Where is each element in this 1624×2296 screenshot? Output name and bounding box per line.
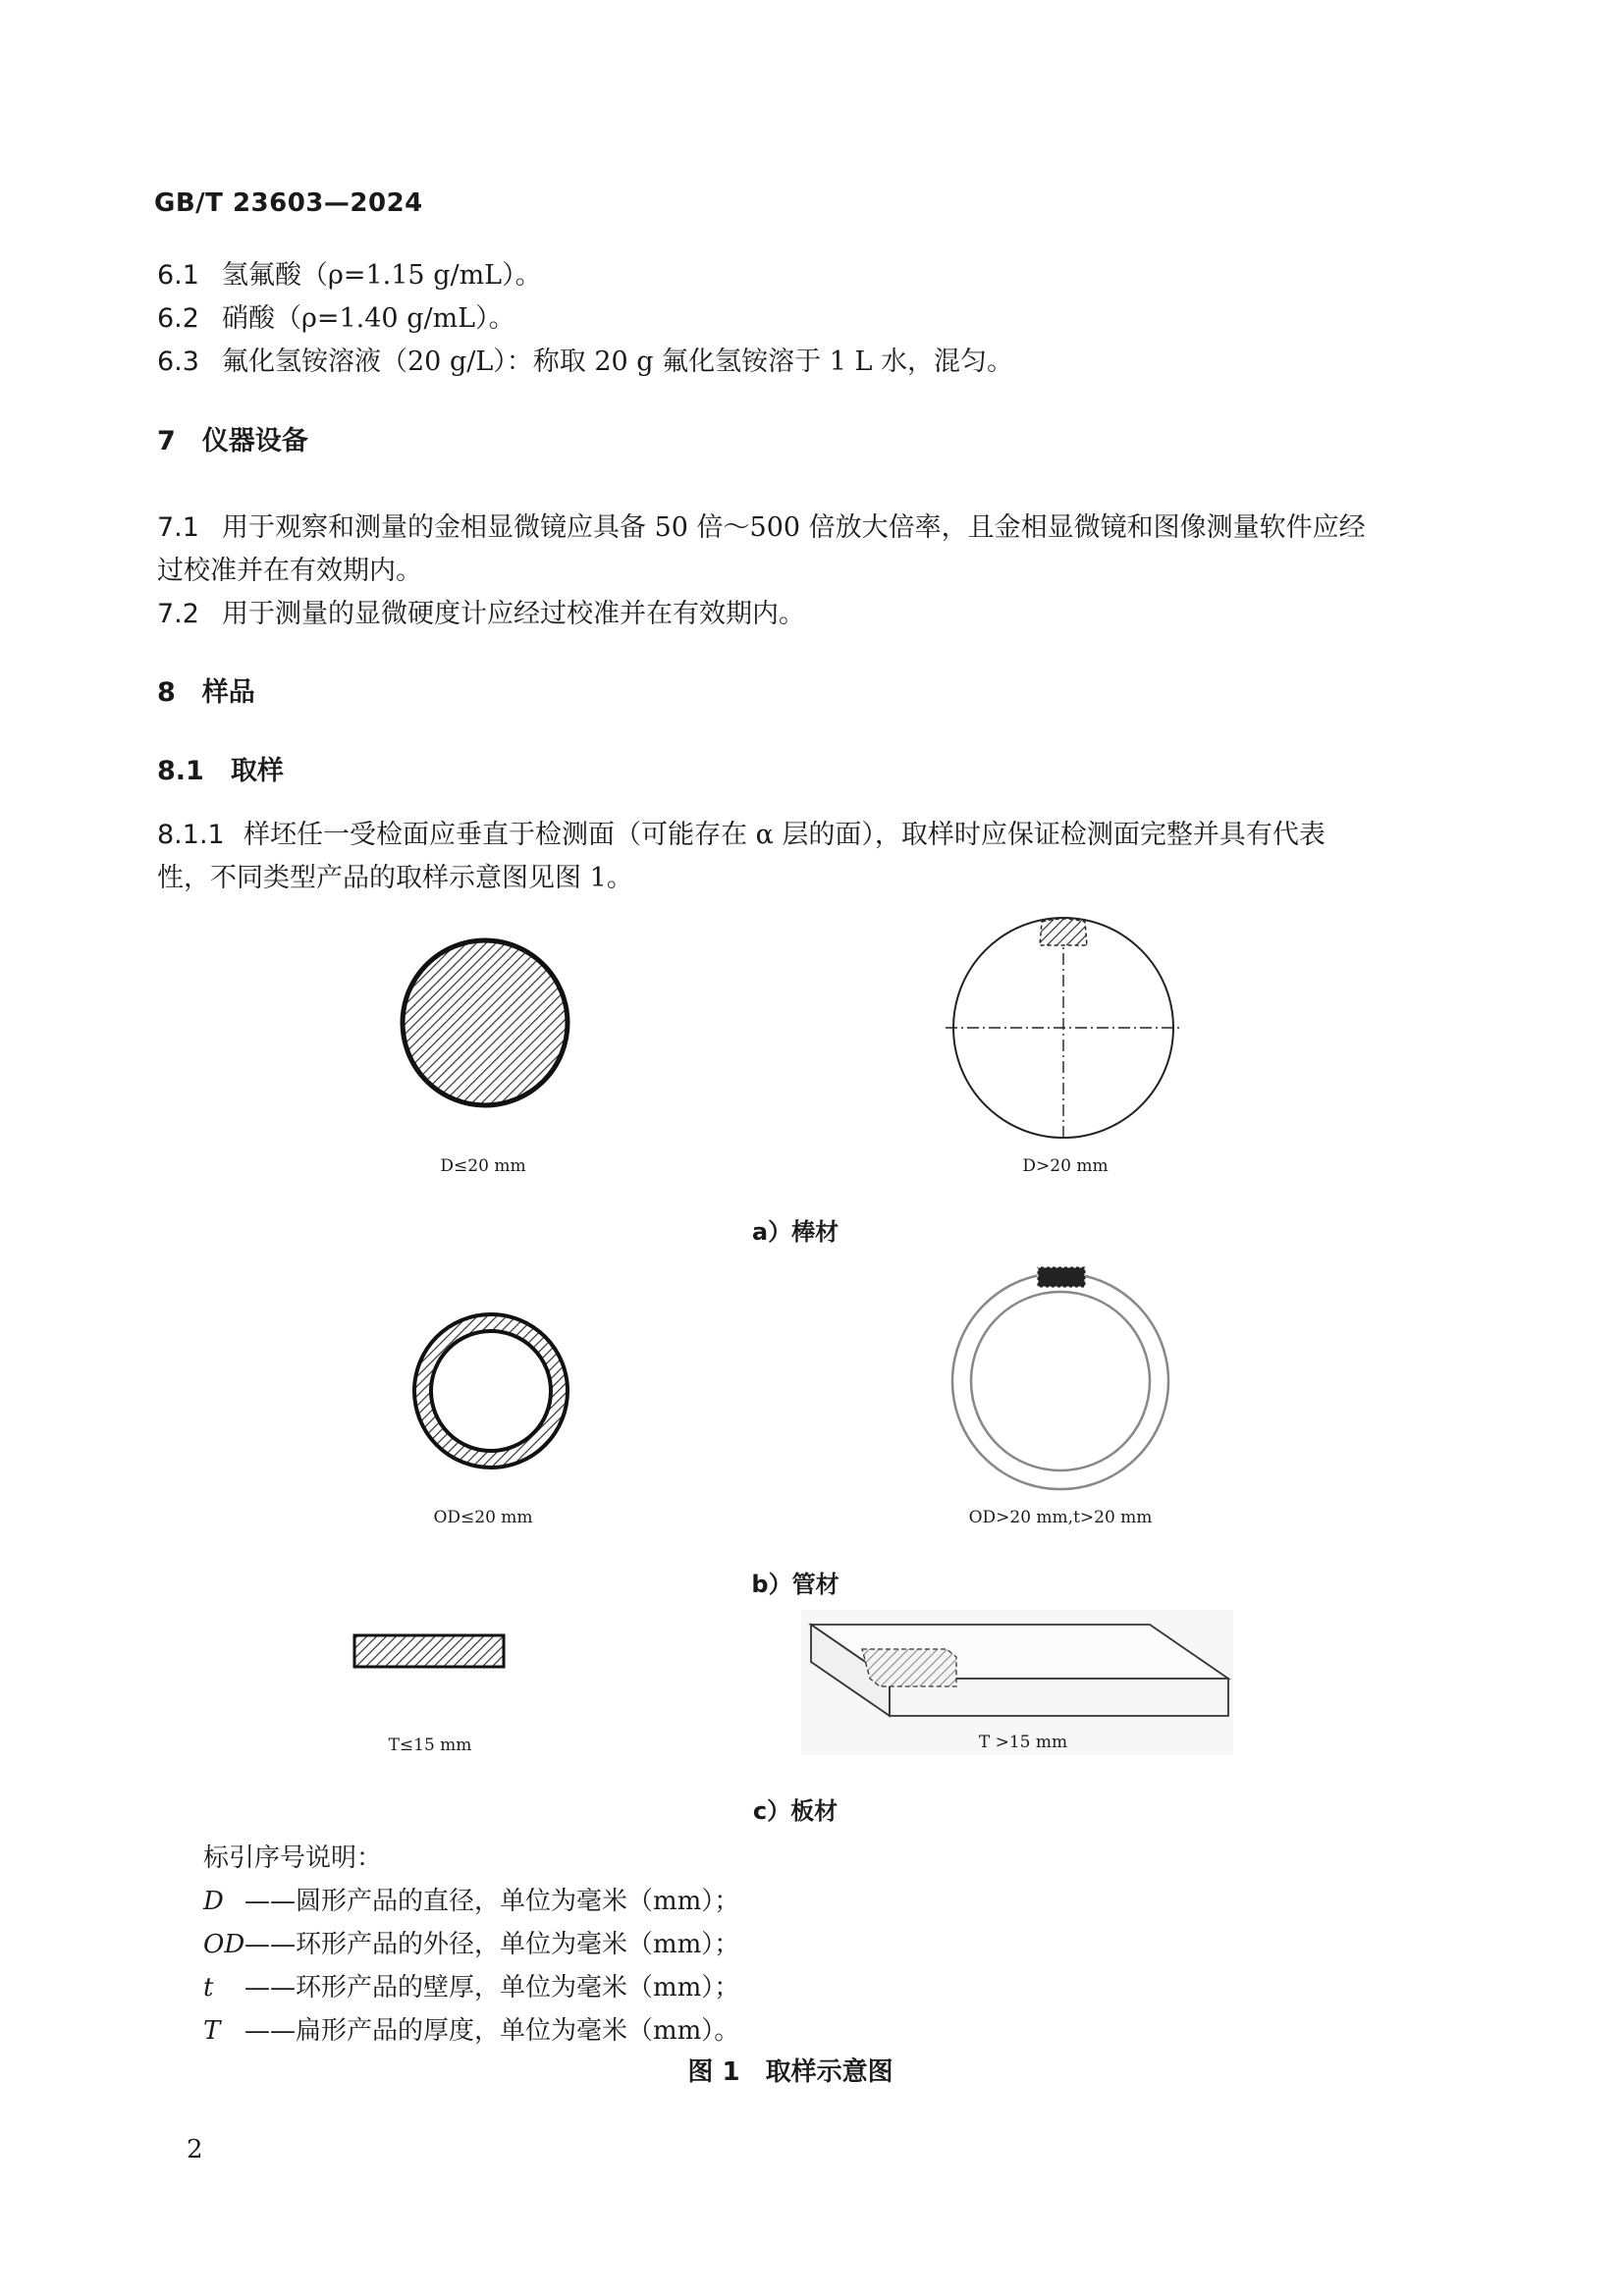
clause-number: 7.1 [157, 512, 199, 543]
tube-outer [952, 1273, 1168, 1489]
caption-b-right: OD>20 mm,t>20 mm [968, 1508, 1153, 1527]
tube-large-diagram [943, 1259, 1178, 1495]
legend-symbol: D [203, 1887, 224, 1916]
clause-number: 6.2 [157, 303, 199, 334]
clause-6-1 [157, 254, 542, 297]
clause-text: 硝酸（ρ=1.40 g/mL）。 [222, 303, 515, 334]
subfigure-c-title: c）板材 [752, 1797, 839, 1825]
caption-c-left: T≤15 mm [388, 1735, 472, 1755]
legend-item-D [203, 1881, 739, 1917]
clause-text: 氟化氢铵溶液（20 g/L）：称取 20 g 氟化氢铵溶于 1 L 水，混匀。 [222, 347, 1013, 377]
clause-7-2 [157, 593, 805, 636]
clause-7-1 [157, 507, 1366, 550]
caption-c-right: T >15 mm [978, 1733, 1068, 1752]
clause-text: 用于观察和测量的金相显微镜应具备 50 倍～500 倍放大倍率，且金相显微镜和图像测量软件应经 [222, 512, 1366, 543]
legend-text: ——圆形产品的直径，单位为毫米（mm）； [244, 1887, 740, 1916]
clause-number: 7.2 [157, 599, 199, 629]
section-8-1-heading: 8.1 取样 [157, 756, 284, 786]
legend-text: ——环形产品的壁厚，单位为毫米（mm）； [244, 1973, 740, 2002]
clause-text: 用于测量的显微硬度计应经过校准并在有效期内。 [222, 599, 805, 629]
caption-a-right: D>20 mm [1022, 1156, 1109, 1176]
section-7-heading: 7 仪器设备 [157, 426, 308, 456]
clause-6-2 [157, 297, 515, 341]
bar-small-diagram [397, 934, 573, 1111]
figure-title: 图 1 取样示意图 [687, 2057, 893, 2087]
page-number: 2 [187, 2135, 203, 2164]
legend-item-T [203, 2010, 739, 2047]
legend-symbol: OD [203, 1930, 245, 1959]
clause-7-1-continued: 过校准并在有效期内。 [157, 556, 422, 586]
standard-number: GB/T 23603—2024 [154, 188, 423, 218]
section-8-heading: 8 样品 [157, 677, 255, 708]
clause-8-1-1 [157, 814, 1326, 857]
plate-section [354, 1635, 504, 1667]
clause-number: 6.3 [157, 347, 199, 377]
caption-b-left: OD≤20 mm [433, 1508, 533, 1527]
sample-block [1038, 1267, 1085, 1287]
legend-text: ——扁形产品的厚度，单位为毫米（mm）。 [244, 2016, 740, 2046]
sample-block [1040, 919, 1087, 945]
bar-large-diagram [938, 908, 1193, 1144]
tube-inner [971, 1292, 1150, 1470]
legend-text: ——环形产品的外径，单位为毫米（mm）； [244, 1930, 740, 1959]
legend-symbol: T [203, 2016, 221, 2046]
tube-small-diagram [407, 1308, 574, 1474]
legend-symbol: t [203, 1973, 214, 2002]
sample-block [862, 1649, 956, 1686]
clause-text: 样坯任一受检面应垂直于检测面（可能存在 α 层的面），取样时应保证检测面完整并具有代表 [244, 820, 1326, 850]
subfigure-b-title: b）管材 [751, 1571, 839, 1598]
clause-6-3 [157, 341, 1013, 384]
clause-number: 8.1.1 [157, 820, 225, 850]
subfigure-a-title: a）棒材 [751, 1218, 839, 1246]
plate-thin-diagram [352, 1631, 509, 1671]
caption-a-left: D≤20 mm [440, 1156, 526, 1176]
clause-8-1-1-continued: 性，不同类型产品的取样示意图见图 1。 [157, 863, 633, 893]
tube-inner [431, 1331, 551, 1451]
hatched-circle [403, 940, 568, 1105]
clause-text: 氢氟酸（ρ=1.15 g/mL）。 [222, 260, 542, 291]
legend-item-OD [203, 1924, 739, 1960]
legend-item-t [203, 1967, 739, 2003]
legend-title: 标引序号说明： [203, 1843, 383, 1873]
clause-number: 6.1 [157, 260, 199, 291]
